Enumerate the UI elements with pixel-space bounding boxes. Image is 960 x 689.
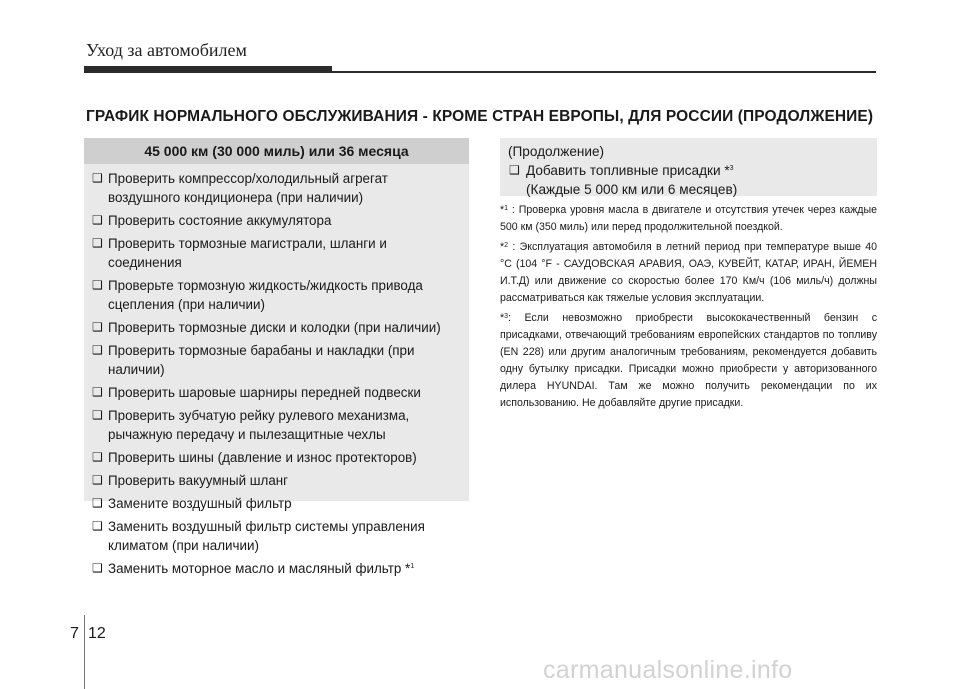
footnote-ref: 3	[729, 165, 734, 172]
checklist-item-text-line2: (Каждые 5 000 км или 6 месяцев)	[526, 182, 738, 197]
page-number-divider	[84, 615, 85, 689]
checklist-item-text: Добавить топливные присадки *	[526, 163, 730, 178]
watermark: carmanualsonline.info	[543, 656, 793, 684]
checklist-item-text: Проверить тормозные барабаны и накладки (при наличии)	[108, 343, 415, 377]
checklist-item	[88, 276, 469, 314]
checklist-item	[88, 341, 469, 379]
checklist-item-text: Заменить моторное масло и масляный фильтр *	[108, 561, 411, 576]
page-header-title: Уход за автомобилем	[86, 40, 247, 60]
checklist-item	[88, 383, 469, 402]
footnote-text: Проверка уровня масла в двигателе и отсутствия утечек через каждые 500 км (350 миль) или перед продолжительной поездкой.	[500, 204, 877, 233]
checklist-item	[88, 471, 469, 490]
checklist-item	[88, 517, 469, 555]
continued-label: (Продолжение)	[508, 144, 605, 159]
checklist-item-fuel-additive	[500, 161, 877, 180]
checkbox-icon: ❑	[92, 473, 103, 487]
footnote-marker: *$^1$	[500, 204, 509, 216]
checklist-item-text: Проверить состояние аккумулятора	[108, 213, 332, 228]
checkbox-icon: ❑	[509, 163, 520, 177]
checklist-item	[88, 448, 469, 467]
checklist-item	[88, 234, 469, 272]
checkbox-icon: ❑	[92, 408, 103, 422]
checklist-item-text-line2: рычажную передачу и пылезащитные чехлы	[108, 427, 386, 442]
checklist-item-text: Проверить зубчатую рейку рулевого механизма,	[108, 408, 410, 423]
checklist-item-text: Проверить тормозные диски и колодки (при наличии)	[108, 320, 441, 335]
checkbox-icon: ❑	[92, 385, 103, 399]
checklist-item	[88, 318, 469, 337]
checklist-item-text: Проверить шаровые шарниры передней подвески	[108, 385, 421, 400]
continued-checklist-box	[500, 138, 877, 196]
checklist-item-text: Проверить шины (давление и износ протекторов)	[108, 450, 417, 465]
checklist-item	[88, 406, 469, 444]
checklist-item-text-line2: климатом (при наличии)	[108, 538, 259, 553]
section-heading: ГРАФИК НОРМАЛЬНОГО ОБСЛУЖИВАНИЯ - КРОМЕ СТРАН ЕВРОПЫ, ДЛЯ РОССИИ (ПРОДОЛЖЕНИЕ)	[86, 108, 874, 125]
checklist-item-text: Проверить тормозные магистрали, шланги и соединения	[108, 236, 387, 270]
checklist-item	[88, 559, 469, 578]
footnote-text: Если невозможно приобрести высококачественный бензин с присадками, отвечающий требованиям европейских стандартов по топливу (EN 228) или другим аналогичным требованиям, рекомендуется добавить одну бутылку присадки. Присадки можно приобрести у авторизованного дилера HYUNDAI. Там же можно получить рекомендации по их использованию. Не добавляйте другие присадки.	[500, 312, 877, 409]
checkbox-icon: ❑	[92, 496, 103, 510]
checklist-item-text: Проверьте тормозную жидкость/жидкость привода	[108, 278, 423, 293]
checkbox-icon: ❑	[92, 343, 103, 357]
checkbox-icon: ❑	[92, 320, 103, 334]
checkbox-icon: ❑	[92, 450, 103, 464]
page-section-number: 7	[70, 625, 79, 642]
checklist-item-text: Заменить воздушный фильтр системы управления	[108, 519, 425, 534]
checklist-item	[88, 169, 469, 207]
checklist-item	[88, 494, 469, 513]
checklist-header: 45 000 км (30 000 миль) или 36 месяца	[84, 138, 469, 164]
footnotes	[500, 202, 877, 415]
footnote-separator: :	[508, 312, 525, 324]
checklist-item	[88, 211, 469, 230]
checklist-item-text: Проверить вакуумный шланг	[108, 473, 289, 488]
checkbox-icon: ❑	[92, 171, 103, 185]
footnote-marker: *$^2$	[500, 241, 509, 253]
footnote-separator: :	[508, 204, 519, 216]
footnote-marker: *$^3$	[500, 312, 509, 324]
footnote-ref: 1	[410, 563, 415, 570]
footnote	[500, 239, 877, 307]
checklist-item-text: Замените воздушный фильтр	[108, 496, 292, 511]
checkbox-icon: ❑	[92, 278, 103, 292]
checkbox-icon: ❑	[92, 519, 103, 533]
footnote-text: Эксплуатация автомобиля в летний период при температуре выше 40 °C (104 °F - САУДОВСКАЯ АРАВИЯ, ОАЭ, КУВЕЙТ, КАТАР, ИРАН, ЙЕМЕН И.Т.Д) или движение со скоростью более 170 Км/ч (106 миль/ч) должны рассматриваться как тяжелые условия эксплуатации.	[500, 241, 877, 304]
checklist-item-text-line2: воздушного кондиционера (при наличии)	[108, 190, 364, 205]
checklist-item-text-line2: сцепления (при наличии)	[108, 297, 265, 312]
maintenance-checklist-box	[84, 138, 469, 576]
checklist-item-text: Проверить компрессор/холодильный агрегат	[108, 171, 388, 186]
checklist-items	[84, 169, 469, 578]
header-divider-line	[332, 71, 876, 73]
checkbox-icon: ❑	[92, 561, 103, 575]
header-accent-bar	[84, 66, 332, 73]
checklist-item-interval	[500, 180, 877, 199]
checkbox-icon: ❑	[92, 213, 103, 227]
page-number: 12	[88, 625, 106, 642]
footnote	[500, 202, 877, 236]
footnote-separator: :	[508, 241, 520, 253]
checkbox-icon: ❑	[92, 236, 103, 250]
footnote	[500, 310, 877, 412]
